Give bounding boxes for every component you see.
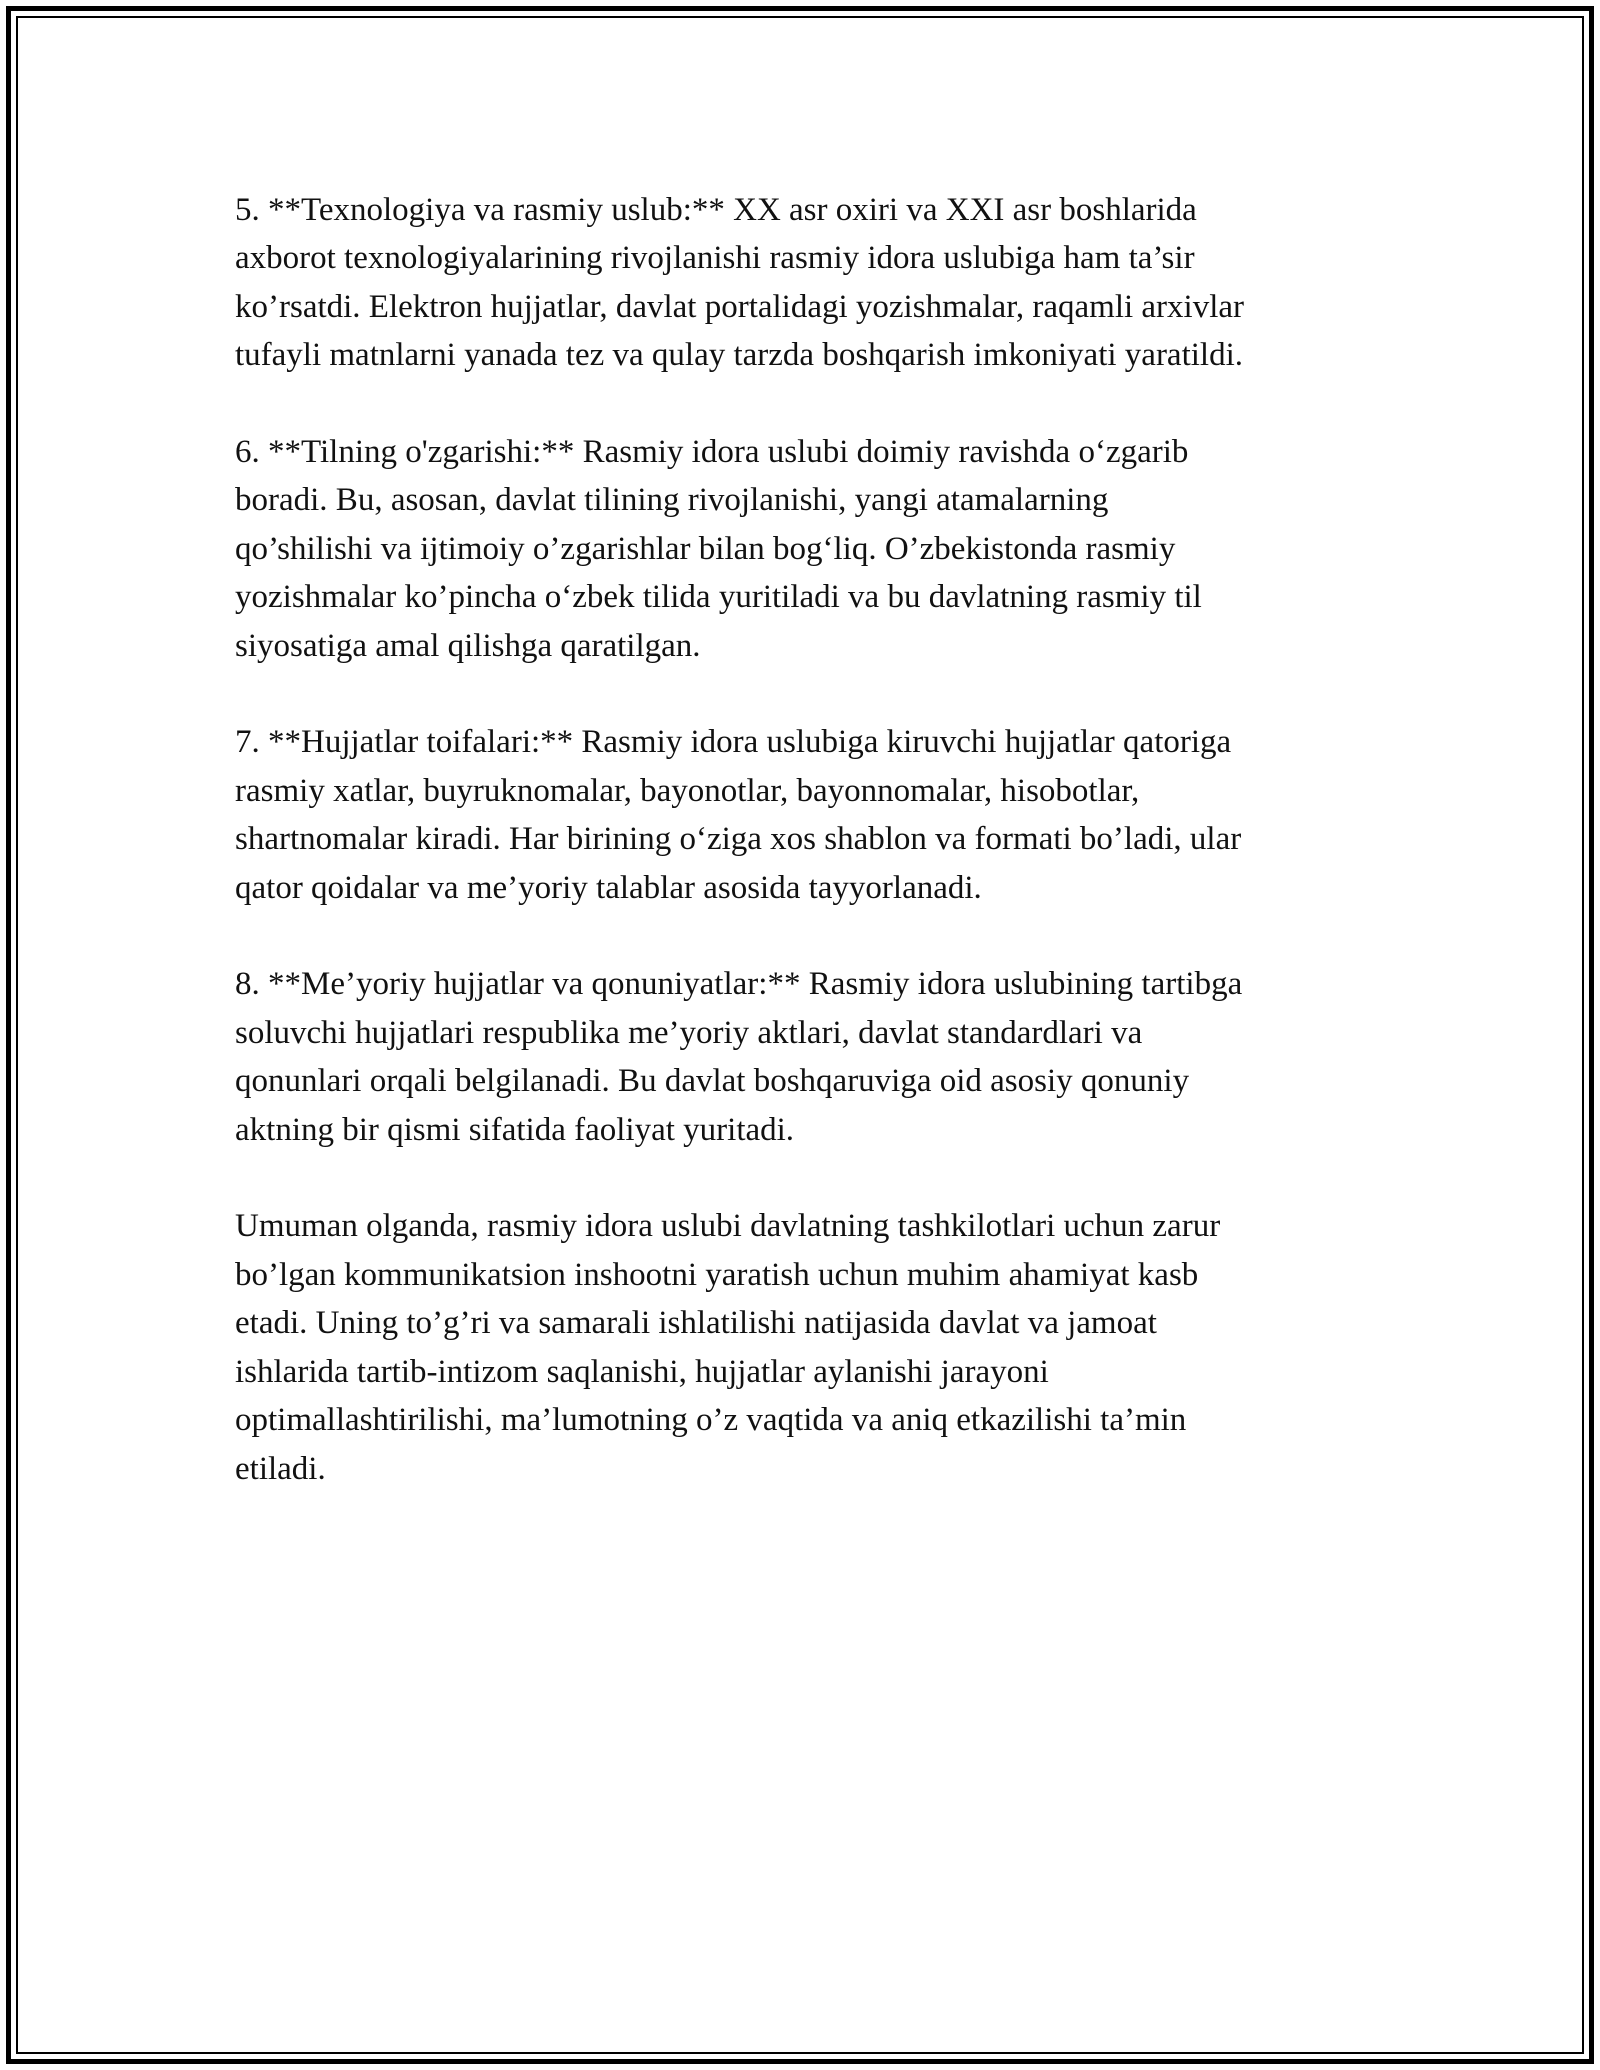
paragraph-normative-documents: 8. **Me’yoriy hujjatlar va qonuniyatlar:** Rasmiy idora uslubining tartibga soluvchi hujjatlari respublika me’yoriy aktlari, davlat standardlari va qonunlari orqali belgilanadi. Bu davlat boshqaruviga oid asosiy qonuniy aktning bir qismi sifatida faoliyat yuritadi. — [235, 966, 1243, 1148]
paragraph-technology: 5. **Texnologiya va rasmiy uslub:** XX asr oxiri va XXI asr boshlarida axborot texnologiyalarining rivojlanishi rasmiy idora uslubiga ham ta’sir ko’rsatdi. Elektron hujjatlar, davlat portalidagi yozishmalar, raqamli arxivlar tufayli matnlarni yanada tez va qulay tarzda boshqarish imkoniyati yaratildi. — [235, 192, 1245, 374]
paragraph-conclusion: Umuman olganda, rasmiy idora uslubi davlatning tashkilotlari uchun zarur bo’lgan kommunikatsion inshootni yaratish uchun muhim ahamiyat kasb etadi. Uning to’g’ri va samarali ishlatilishi natijasida davlat va jamoat ishlarida tartib-intizom saqlanishi, hujjatlar aylanishi jarayoni optimallashtirilishi, ma’lumotning o’z vaqtida va aniq etkazilishi ta’min etiladi. — [235, 1208, 1221, 1487]
paragraph-document-categories: 7. **Hujjatlar toifalari:** Rasmiy idora uslubiga kiruvchi hujjatlar qatoriga rasmiy xatlar, buyruknomalar, bayonotlar, bayonnomalar, hisobotlar, shartnomalar kiradi. Har birining o‘ziga xos shablon va formati bo’ladi, ular qator qoidalar va me’yoriy talablar asosida tayyorlanadi. — [235, 724, 1242, 906]
paragraph-language-change: 6. **Tilning o'zgarishi:** Rasmiy idora uslubi doimiy ravishda o‘zgarib boradi. Bu, asosan, davlat tilining rivojlanishi, yangi atamalarning qo’shilishi va ijtimoiy o’zgarishlar bilan bog‘liq. O’zbekistonda rasmiy yozishmalar ko’pincha o‘zbek tilida yuritiladi va bu davlatning rasmiy til siyosatiga amal qilishga qaratilgan. — [235, 434, 1202, 664]
document-body — [235, 186, 1375, 1541]
